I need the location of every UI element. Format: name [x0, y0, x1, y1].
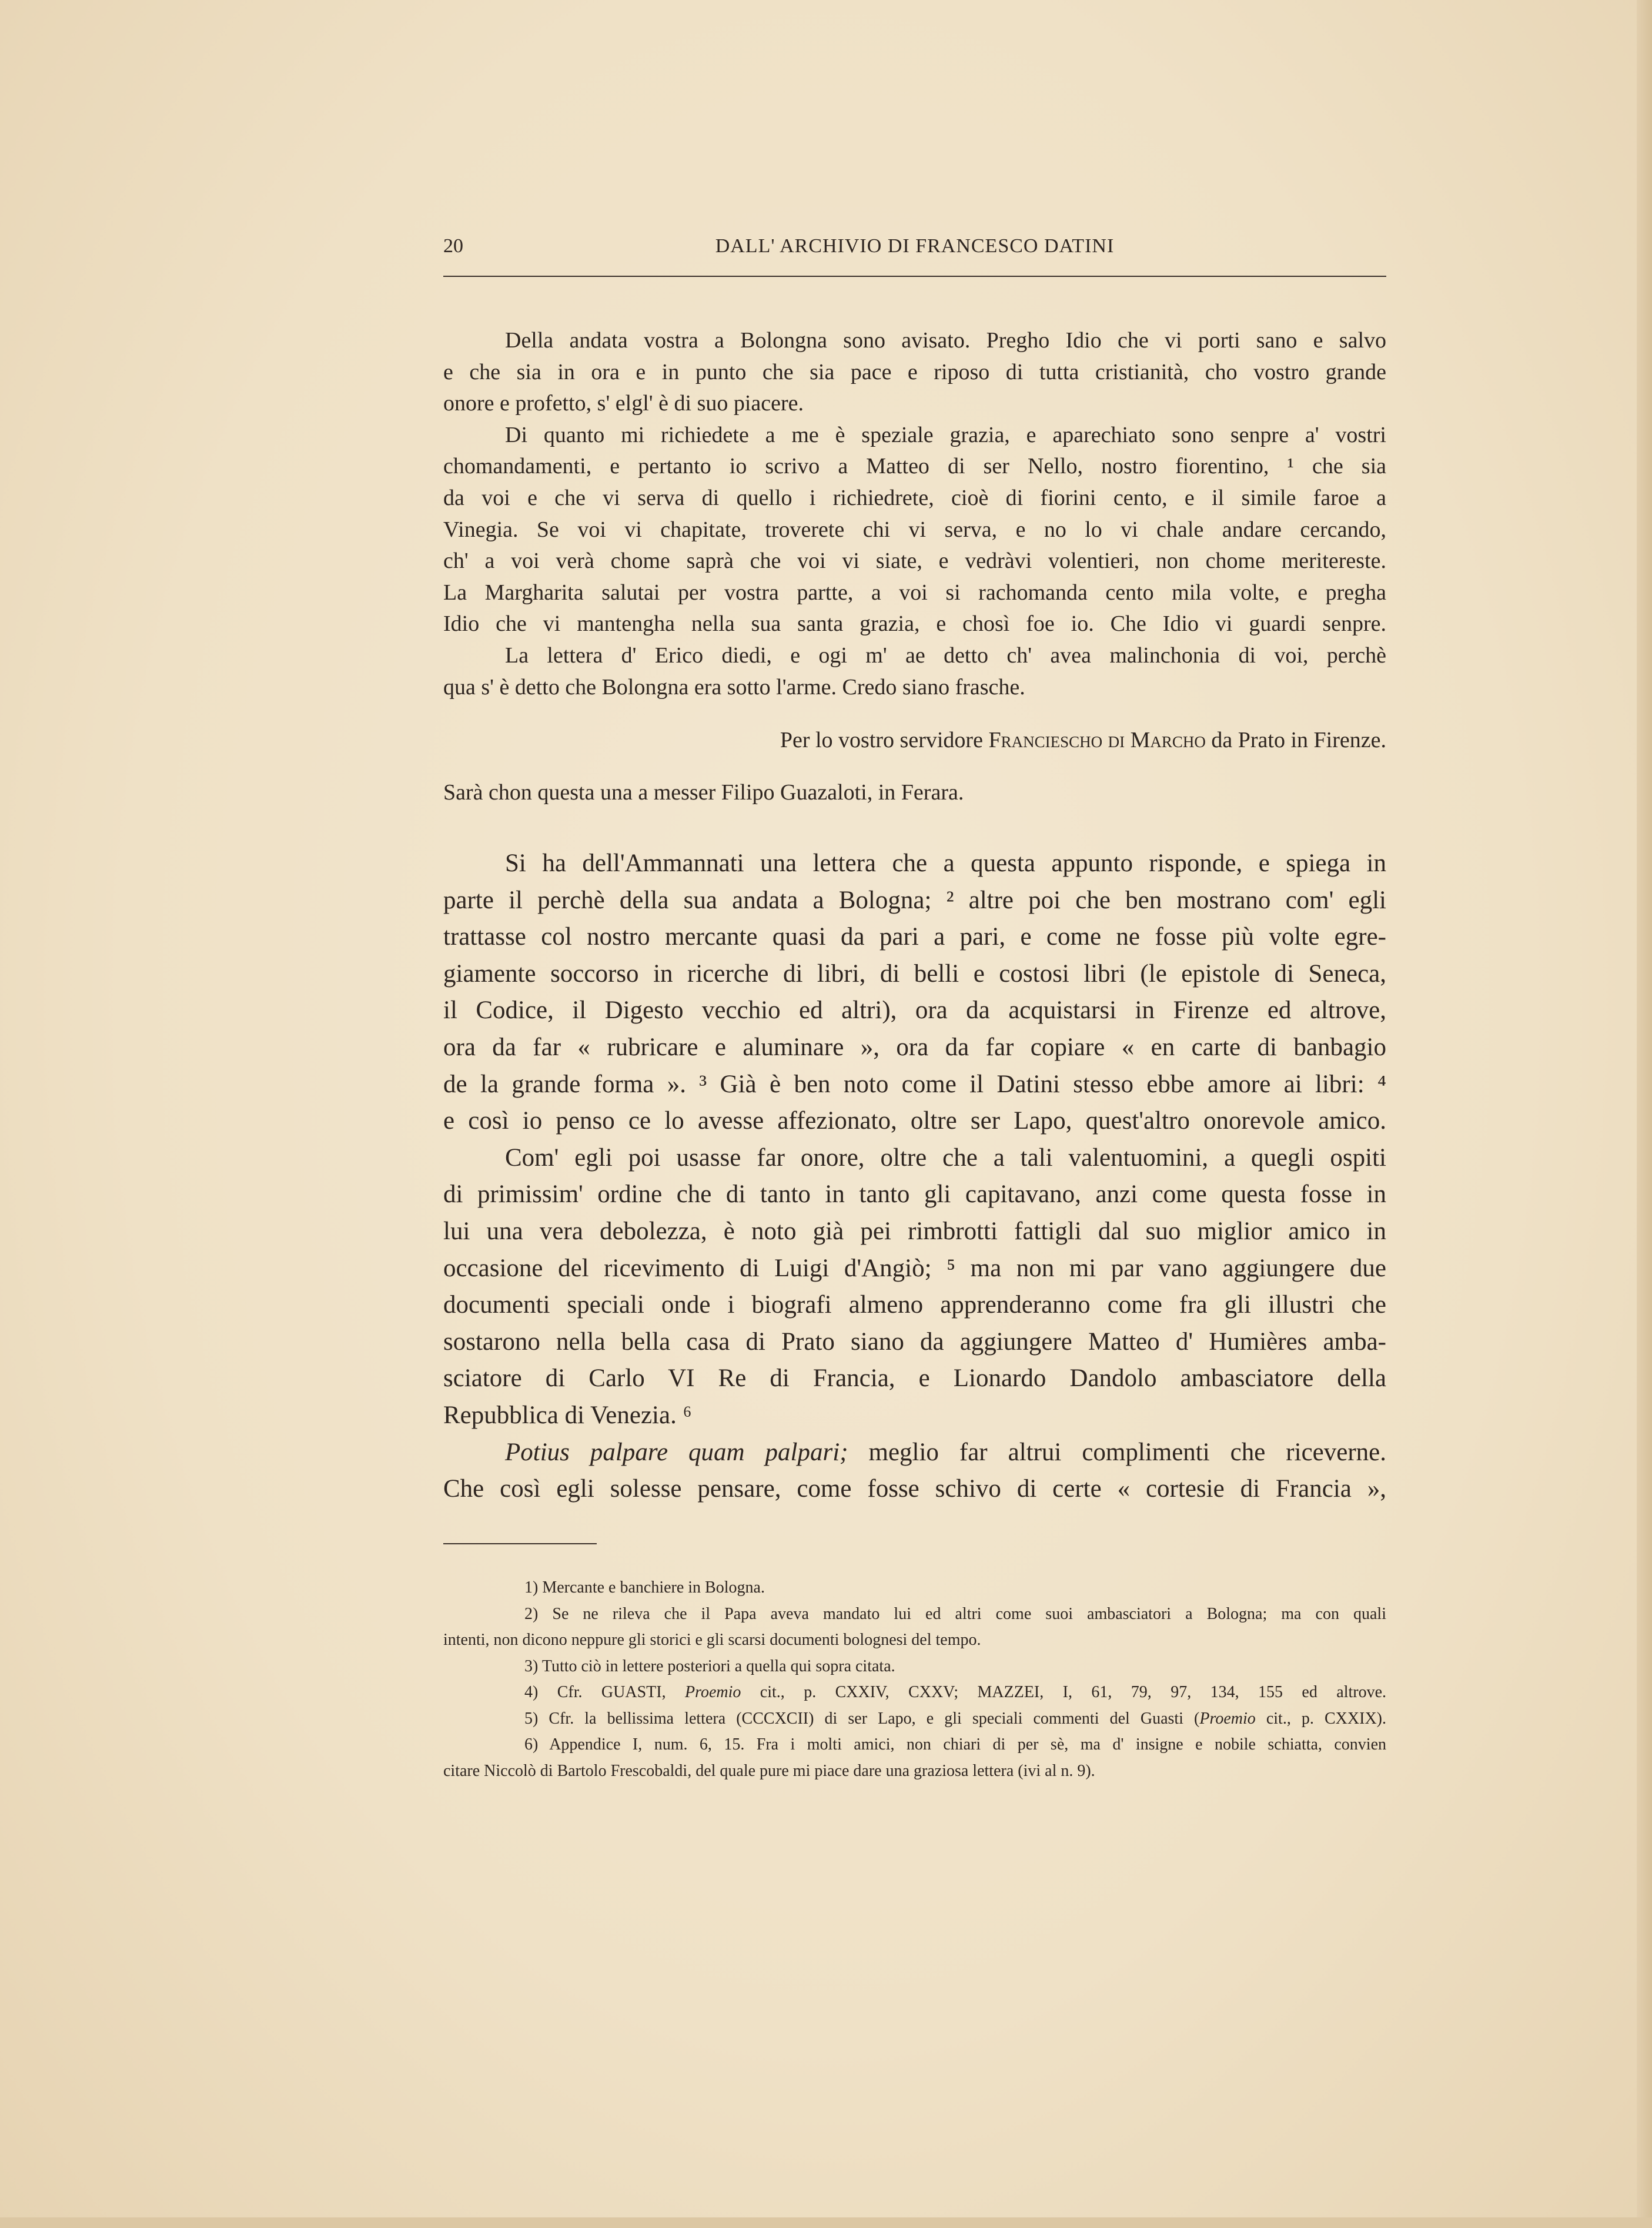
line-text: meglio far altrui complimenti che riceverne.	[848, 1438, 1386, 1466]
footnotes	[443, 1575, 1386, 1784]
italic-text: Proemio	[685, 1683, 741, 1701]
letter-line	[443, 577, 1386, 609]
letter-text	[443, 325, 1386, 703]
header-rule	[443, 276, 1386, 277]
line-text: La lettera d' Erico diedi, e ogi m' ae detto ch' avea malinchonia di voi, perchè	[505, 643, 1386, 668]
footnote-line	[443, 1654, 1386, 1680]
line-text: ora da far « rubricare e aluminare », ora da far copiare « en carte di banbagio	[443, 1033, 1386, 1061]
line-text: sciatore di Carlo VI Re di Francia, e Lionardo Dandolo ambasciatore della	[443, 1364, 1386, 1393]
line-text: intenti, non dicono neppure gli storici e gli scarsi documenti bolognesi del tempo.	[443, 1631, 981, 1649]
footnote-line	[443, 1680, 1386, 1706]
footnote-line	[443, 1706, 1386, 1732]
page-number: 20	[443, 235, 463, 257]
body-line	[443, 1103, 1386, 1140]
body-line	[443, 845, 1386, 882]
line-text: 4) Cfr. GUASTI,	[524, 1683, 685, 1701]
letter-line	[443, 388, 1386, 420]
body-line	[443, 992, 1386, 1029]
page-edge	[1637, 0, 1652, 2228]
line-text: da voi e che vi serva di quello i richiedrete, cioè di fiorini cento, e il simile faroe a	[443, 485, 1386, 510]
footnote-line	[443, 1575, 1386, 1601]
footnote-line	[443, 1758, 1386, 1785]
line-text: Che così egli solesse pensare, come fosse schivo di certe « cortesie di Francia »,	[443, 1475, 1386, 1503]
body-line	[443, 1287, 1386, 1324]
line-text: parte il perchè della sua andata a Bologna; ² altre poi che ben mostrano com' egli	[443, 886, 1386, 914]
signature-name: Franciescho di Marcho	[988, 728, 1206, 752]
line-text: ch' a voi verà chome saprà che voi vi siate, e vedràvi volentieri, non chome meritereste.	[443, 548, 1386, 574]
line-text: La Margharita salutai per vostra partte, a voi si rachomanda cento mila volte, e pregha	[443, 580, 1386, 605]
body-line	[443, 1397, 1386, 1434]
letter-line	[443, 325, 1386, 357]
letter-line	[443, 483, 1386, 514]
line-text: e che sia in ora e in punto che sia pace e riposo di tutta cristianità, cho vostro grande	[443, 359, 1386, 384]
line-text: e così io penso ce lo avesse affezionato, oltre ser Lapo, quest'altro onorevole amico.	[443, 1107, 1386, 1135]
line-text: Della andata vostra a Bolongna sono avisato. Pregho Idio che vi porti sano e salvo	[505, 328, 1386, 353]
body-line	[443, 1471, 1386, 1508]
line-text: Com' egli poi usasse far onore, oltre che a tali valentuomini, a quegli ospiti	[505, 1143, 1386, 1172]
line-text: lui una vera debolezza, è noto già pei rimbrotti fattigli dal suo miglior amico in	[443, 1217, 1386, 1245]
line-text: 1) Mercante e banchiere in Bologna.	[524, 1578, 765, 1597]
body-line	[443, 956, 1386, 993]
letter-line	[443, 546, 1386, 577]
letter-line	[443, 640, 1386, 672]
letter-line	[443, 451, 1386, 483]
line-text: cit., p. CXXIV, CXXV; MAZZEI, I, 61, 79, 97, 134, 155 ed altrove.	[741, 1683, 1387, 1701]
running-header	[443, 235, 1386, 268]
body-line	[443, 1250, 1386, 1287]
letter-line	[443, 672, 1386, 704]
running-title: DALL' ARCHIVIO DI FRANCESCO DATINI	[715, 235, 1115, 257]
body-line	[443, 1434, 1386, 1471]
line-text: qua s' è detto che Bolongna era sotto l'arme. Credo siano frasche.	[443, 674, 1025, 700]
body-line	[443, 919, 1386, 956]
signature-prefix: Per lo vostro servidore	[780, 728, 983, 752]
line-text: cit., p. CXXIX).	[1255, 1709, 1386, 1728]
line-text: documenti speciali onde i biografi almeno apprenderanno come fra gli illustri che	[443, 1291, 1386, 1319]
line-text: Repubblica di Venezia. ⁶	[443, 1401, 692, 1429]
line-text: 5) Cfr. la bellissima lettera (CCCXCII) di ser Lapo, e gli speciali commenti del Guasti (	[524, 1709, 1200, 1728]
line-text: citare Niccolò di Bartolo Frescobaldi, del quale pure mi piace dare una graziosa lettera (ivi al n. 9).	[443, 1761, 1095, 1780]
line-text: occasione del ricevimento di Luigi d'Angiò; ⁵ ma non mi par vano aggiungere due	[443, 1254, 1386, 1282]
body-line	[443, 1176, 1386, 1213]
body-line	[443, 1029, 1386, 1066]
footnote-rule	[443, 1543, 597, 1544]
letter-line	[443, 514, 1386, 546]
body-line	[443, 1360, 1386, 1397]
footnote-line	[443, 1601, 1386, 1628]
footnote-line	[443, 1627, 1386, 1654]
line-text: onore e profetto, s' elgl' è di suo piacere.	[443, 391, 804, 416]
body-line	[443, 1066, 1386, 1103]
line-text: Si ha dell'Ammannati una lettera che a questa appunto risponde, e spiega in	[505, 849, 1386, 877]
letter-line	[443, 357, 1386, 389]
line-text: 3) Tutto ciò in lettere posteriori a quella qui sopra citata.	[524, 1657, 895, 1675]
line-text: Idio che vi mantengha nella sua santa grazia, e chosì foe io. Che Idio vi guardi senpre.	[443, 611, 1386, 637]
italic-text: Potius palpare quam palpari;	[505, 1438, 848, 1466]
page-edge-bottom	[0, 2217, 1652, 2228]
letter-line	[443, 608, 1386, 640]
line-text: chomandamenti, e pertanto io scrivo a Matteo di ser Nello, nostro fiorentino, ¹ che sia	[443, 454, 1386, 479]
letter-signature	[443, 724, 1386, 756]
signature-suffix: da Prato in Firenze.	[1211, 728, 1386, 752]
line-text: il Codice, il Digesto vecchio ed altri), ora da acquistarsi in Firenze ed altrove,	[443, 996, 1386, 1025]
line-text: Di quanto mi richiedete a me è speziale grazia, e aparechiato sono senpre a' vostri	[505, 422, 1386, 447]
line-text: 2) Se ne rileva che il Papa aveva mandato lui ed altri come suoi ambasciatori a Bologna; ma con quali	[524, 1604, 1386, 1623]
body-line	[443, 1140, 1386, 1177]
line-text: di primissim' ordine che di tanto in tanto gli capitavano, anzi come questa fosse in	[443, 1180, 1386, 1209]
letter-line	[443, 420, 1386, 451]
italic-text: Proemio	[1199, 1709, 1256, 1728]
line-text: Vinegia. Se voi vi chapitate, troverete chi vi serva, e no lo vi chale andare cercando,	[443, 517, 1386, 542]
letter-postscript: Sarà chon questa una a messer Filipo Guazaloti, in Ferara.	[443, 780, 964, 805]
line-text: giamente soccorso in ricerche di libri, di belli e costosi libri (le epistole di Seneca,	[443, 959, 1386, 988]
line-text: de la grande forma ». ³ Già è ben noto come il Datini stesso ebbe amore ai libri: ⁴	[443, 1070, 1386, 1098]
footnote-line	[443, 1732, 1386, 1758]
body-line	[443, 1213, 1386, 1250]
body-line	[443, 882, 1386, 919]
line-text: sostarono nella bella casa di Prato siano da aggiungere Matteo d' Humières amba-	[443, 1327, 1386, 1356]
line-text: trattasse col nostro mercante quasi da pari a pari, e come ne fosse più volte egre-	[443, 923, 1386, 951]
body-line	[443, 1324, 1386, 1361]
body-text	[443, 845, 1386, 1508]
line-text: 6) Appendice I, num. 6, 15. Fra i molti amici, non chiari di per sè, ma d' insigne e nobile schiatta, convien	[524, 1735, 1386, 1754]
